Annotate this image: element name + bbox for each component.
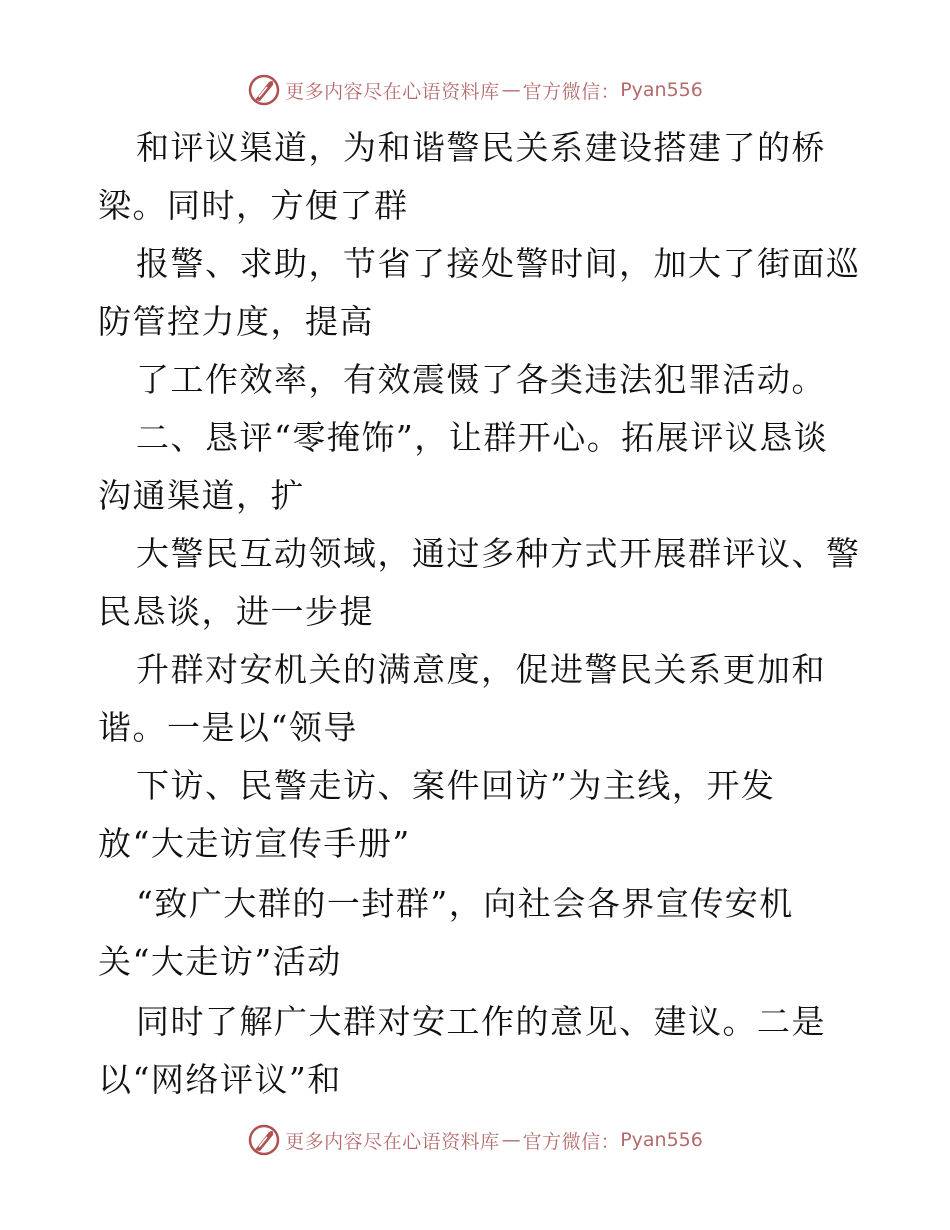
watermark-site-text: 更多内容尽在心语资料库 (285, 80, 500, 103)
text-line: 报警、求助，节省了接处警时间，加大了街面巡 (136, 244, 861, 283)
text-line: 谐。一是以“领导 (98, 708, 358, 747)
quill-logo-icon (247, 73, 281, 107)
text-line: 关“大走访”活动 (98, 942, 342, 981)
text-line: 以“网络评议”和 (98, 1060, 342, 1099)
watermark-site-text: 更多内容尽在心语资料库 (285, 1130, 500, 1153)
text-line: 民恳谈，进一步提 (98, 592, 374, 631)
header-watermark (0, 70, 950, 110)
text-line: 防管控力度，提高 (98, 302, 374, 341)
watermark-wechat-id: Pyan556 (620, 79, 703, 101)
watermark-separator: — (501, 79, 521, 101)
watermark-wechat-id: Pyan556 (620, 1129, 703, 1151)
text-line: 下访、民警走访、案件回访”为主线，开发 (136, 766, 776, 805)
text-line: 放“大走访宣传手册” (98, 824, 411, 863)
text-line: 大警民互动领域，通过多种方式开展群评议、警 (136, 534, 861, 573)
text-line: 梁。同时，方便了群 (98, 186, 409, 225)
watermark-separator: — (501, 1129, 521, 1151)
footer-watermark (0, 1120, 950, 1160)
text-line: 二、恳评“零掩饰”，让群开心。拓展评议恳谈 (136, 418, 829, 457)
text-line: “致广大群的一封群”，向社会各界宣传安机 (136, 884, 794, 923)
text-line: 沟通渠道，扩 (98, 476, 305, 515)
text-line: 和评议渠道，为和谐警民关系建设搭建了的桥 (136, 128, 826, 167)
watermark-wechat-label: 官方微信： (522, 80, 621, 103)
text-line: 了工作效率，有效震慑了各类违法犯罪活动。 (136, 360, 826, 399)
text-line: 升群对安机关的满意度，促进警民关系更加和 (136, 650, 826, 689)
text-line: 同时了解广大群对安工作的意见、建议。二是 (136, 1002, 826, 1041)
watermark-wechat-label: 官方微信： (522, 1130, 621, 1153)
quill-logo-icon (247, 1123, 281, 1157)
